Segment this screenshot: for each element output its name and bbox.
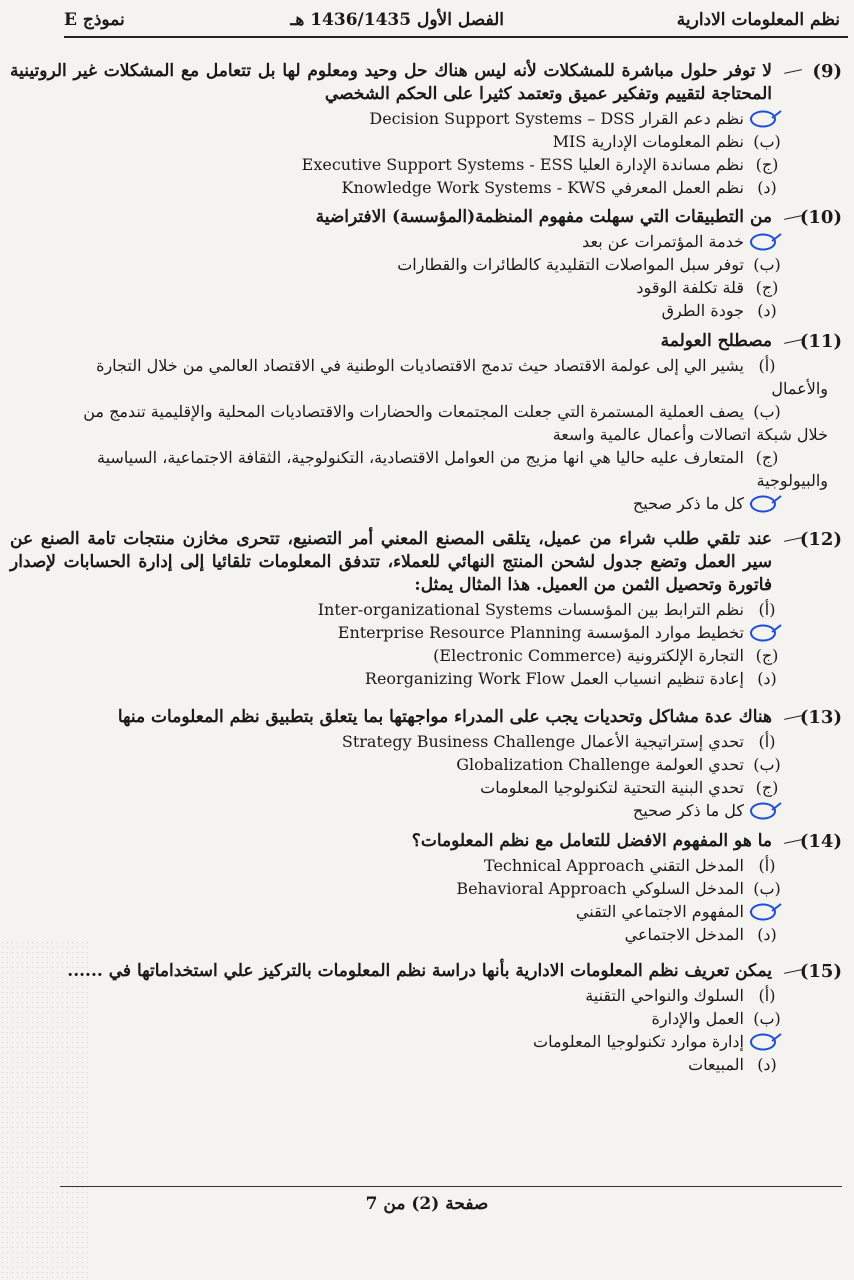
option-letter: (ب) <box>753 755 781 774</box>
option-text: نظم دعم القرار Decision Support Systems – DSS <box>369 109 744 128</box>
option-text: التجارة الإلكترونية (Electronic Commerce) <box>433 646 744 665</box>
option-text: المدخل الاجتماعي <box>624 925 744 944</box>
option-item[interactable] <box>10 1007 784 1030</box>
option-letter: (أ) <box>758 600 776 619</box>
option-letter: (ب) <box>753 255 781 274</box>
option-text: خدمة المؤتمرات عن بعد <box>582 232 744 251</box>
option-text: تحدي البنية التحتية لتكنولوجيا المعلومات <box>480 778 744 797</box>
question-head <box>10 60 842 106</box>
option-text: توفر سبل المواصلات التقليدية كالطائرات والقطارات <box>397 255 744 274</box>
option-letter: (أ) <box>758 356 776 375</box>
option-text: جودة الطرق <box>661 301 744 320</box>
question-number: (12) <box>799 529 842 550</box>
answer-circle-mark-icon <box>750 902 782 921</box>
option-item[interactable] <box>10 354 828 400</box>
question-text: هناك عدة مشاكل وتحديات يجب على المدراء مواجهتها بما يتعلق بتطبيق نظم المعلومات منها <box>117 707 772 727</box>
question-10 <box>10 206 842 322</box>
option-text: تخطيط موارد المؤسسة Enterprise Resource Planning <box>337 623 744 642</box>
option-text: المبيعات <box>688 1055 744 1074</box>
option-item[interactable] <box>10 598 784 621</box>
question-text: مصطلح العولمة <box>660 331 772 351</box>
option-item[interactable] <box>10 900 784 923</box>
options-list <box>10 730 784 822</box>
option-item[interactable] <box>10 153 784 176</box>
option-text: قلة تكلفة الوقود <box>636 278 744 297</box>
option-item[interactable] <box>10 230 784 253</box>
question-number: (14) <box>799 831 842 852</box>
options-list <box>10 354 828 515</box>
question-12 <box>10 528 842 690</box>
question-head <box>10 330 842 353</box>
answer-circle-mark-icon <box>750 494 782 513</box>
question-head <box>10 960 842 983</box>
option-text: كل ما ذكر صحيح <box>632 801 744 820</box>
question-15 <box>10 960 842 1076</box>
option-text: تحدي العولمة Globalization Challenge <box>456 755 744 774</box>
option-text: كل ما ذكر صحيح <box>632 494 744 513</box>
question-number: (13) <box>799 707 842 728</box>
question-number: (10) <box>799 207 842 228</box>
options-list <box>10 230 784 322</box>
option-letter: (ج) <box>755 448 779 467</box>
page-header <box>64 10 840 36</box>
option-item[interactable] <box>10 130 784 153</box>
option-letter: (ب) <box>753 879 781 898</box>
question-text: يمكن تعريف نظم المعلومات الادارية بأنها دراسة نظم المعلومات بالتركيز علي استخداماتها في ...... <box>67 961 772 981</box>
option-letter: (د) <box>757 925 777 944</box>
question-9 <box>10 60 842 199</box>
answer-circle-mark-icon <box>750 623 782 642</box>
option-letter: (ب) <box>753 1009 781 1028</box>
option-text: نظم مساندة الإدارة العليا Executive Support Systems - ESS <box>301 155 744 174</box>
header-divider <box>64 36 848 38</box>
question-head <box>10 830 842 853</box>
option-text: المتعارف عليه حاليا هي انها مزيج من العوامل الاقتصادية، التكنولوجية، الثقافة الاجتماعية، السياسية <box>97 448 744 467</box>
option-letter: (أ) <box>758 732 776 751</box>
question-text: من التطبيقات التي سهلت مفهوم المنظمة(المؤسسة) الافتراضية <box>315 207 772 227</box>
option-item[interactable] <box>10 984 784 1007</box>
option-letter: (د) <box>757 178 777 197</box>
option-item[interactable] <box>10 492 784 515</box>
page-number: صفحة (2) من 7 <box>365 1194 489 1214</box>
answer-circle-mark-icon <box>750 232 782 251</box>
question-head <box>10 528 842 597</box>
option-text-continued: والأعمال <box>771 379 828 398</box>
answer-circle-mark-icon <box>750 801 782 820</box>
question-text: لا توفر حلول مباشرة للمشكلات لأنه ليس هناك حل وحيد ومعلوم لها بل تتعامل مع المشكلات غير الروتينية المحتاجة لتقييم وتفكير عميق وتعتمد كثيرا على الحكم الشخصي <box>10 61 772 104</box>
option-text: إعادة تنظيم انسياب العمل Reorganizing Work Flow <box>364 669 744 688</box>
option-item[interactable] <box>10 176 784 199</box>
option-text: يشير الي إلى عولمة الاقتصاد حيث تدمج الاقتصاديات الوطنية في الاقتصاد العالمي من خلال التجارة <box>96 356 744 375</box>
option-item[interactable] <box>10 923 784 946</box>
option-letter: (د) <box>757 301 777 320</box>
options-list <box>10 854 784 946</box>
model-label: نموذج E <box>64 10 125 30</box>
option-letter: (د) <box>757 669 777 688</box>
option-item[interactable] <box>10 107 784 130</box>
option-item[interactable] <box>10 799 784 822</box>
option-item[interactable] <box>10 621 784 644</box>
question-11 <box>10 330 842 515</box>
option-item[interactable] <box>10 1030 784 1053</box>
question-14 <box>10 830 842 946</box>
option-text: المدخل التقني Technical Approach <box>484 856 744 875</box>
option-letter: (د) <box>757 1055 777 1074</box>
options-list <box>10 598 784 690</box>
option-item[interactable] <box>10 753 784 776</box>
option-letter: (أ) <box>758 856 776 875</box>
option-text-continued: والبيولوجية <box>756 471 828 490</box>
question-head <box>10 706 842 729</box>
option-item[interactable] <box>10 667 784 690</box>
option-letter: (ج) <box>755 278 779 297</box>
question-number: (9) <box>812 61 842 82</box>
question-13 <box>10 706 842 822</box>
footer-divider <box>60 1186 842 1187</box>
option-text: المدخل السلوكي Behavioral Approach <box>456 879 744 898</box>
option-item[interactable] <box>10 877 784 900</box>
option-text: إدارة موارد تكنولوجيا المعلومات <box>533 1032 744 1051</box>
answer-circle-mark-icon <box>750 1032 782 1051</box>
option-item[interactable] <box>10 1053 784 1076</box>
option-item[interactable] <box>10 644 784 667</box>
option-letter: (ج) <box>755 646 779 665</box>
option-letter: (ج) <box>755 155 779 174</box>
option-item[interactable] <box>10 854 784 877</box>
option-text: يصف العملية المستمرة التي جعلت المجتمعات والحضارات والاقتصاديات المحلية والإقليمية تندمج من <box>83 402 744 421</box>
option-text: تحدي إستراتيجية الأعمال Strategy Business Challenge <box>341 732 744 751</box>
question-text: عند تلقي طلب شراء من عميل، يتلقى المصنع المعني أمر التصنيع، تتحرى مخازن منتجات تامة الصنع عن سير العمل وتضع جدول لشحن المنتج النهائي للعملاء، تتدفق المعلومات تلقائيا إلى إدارة الحسابات لإصدار فاتورة وتحصيل الثمن من العميل. هذا المثال يمثل: <box>10 529 772 595</box>
question-number: (15) <box>799 961 842 982</box>
option-item[interactable] <box>10 299 784 322</box>
option-letter: (ب) <box>753 132 781 151</box>
option-text: المفهوم الاجتماعي التقني <box>575 902 744 921</box>
term-label: الفصل الأول 1436/1435 هـ <box>290 10 504 30</box>
option-item[interactable] <box>10 730 784 753</box>
option-item[interactable] <box>10 253 784 276</box>
option-item[interactable] <box>10 446 828 492</box>
question-number: (11) <box>799 331 842 352</box>
option-item[interactable] <box>10 776 784 799</box>
option-letter: (ج) <box>755 778 779 797</box>
option-item[interactable] <box>10 400 828 446</box>
option-text: نظم العمل المعرفي Knowledge Work Systems - KWS <box>341 178 744 197</box>
answer-circle-mark-icon <box>750 109 782 128</box>
option-text: نظم المعلومات الإدارية MIS <box>552 132 744 151</box>
question-text: ما هو المفهوم الافضل للتعامل مع نظم المعلومات؟ <box>411 831 772 851</box>
options-list <box>10 107 784 199</box>
option-letter: (ب) <box>753 402 781 421</box>
option-text: نظم الترابط بين المؤسسات Inter-organizational Systems <box>317 600 744 619</box>
question-head <box>10 206 842 229</box>
option-text: السلوك والنواحي التقنية <box>585 986 744 1005</box>
option-text-continued: خلال شبكة اتصالات وأعمال عالمية واسعة <box>552 425 828 444</box>
options-list <box>10 984 784 1076</box>
option-letter: (أ) <box>758 986 776 1005</box>
option-text: العمل والإدارة <box>651 1009 744 1028</box>
course-title: نظم المعلومات الادارية <box>676 10 840 30</box>
option-item[interactable] <box>10 276 784 299</box>
